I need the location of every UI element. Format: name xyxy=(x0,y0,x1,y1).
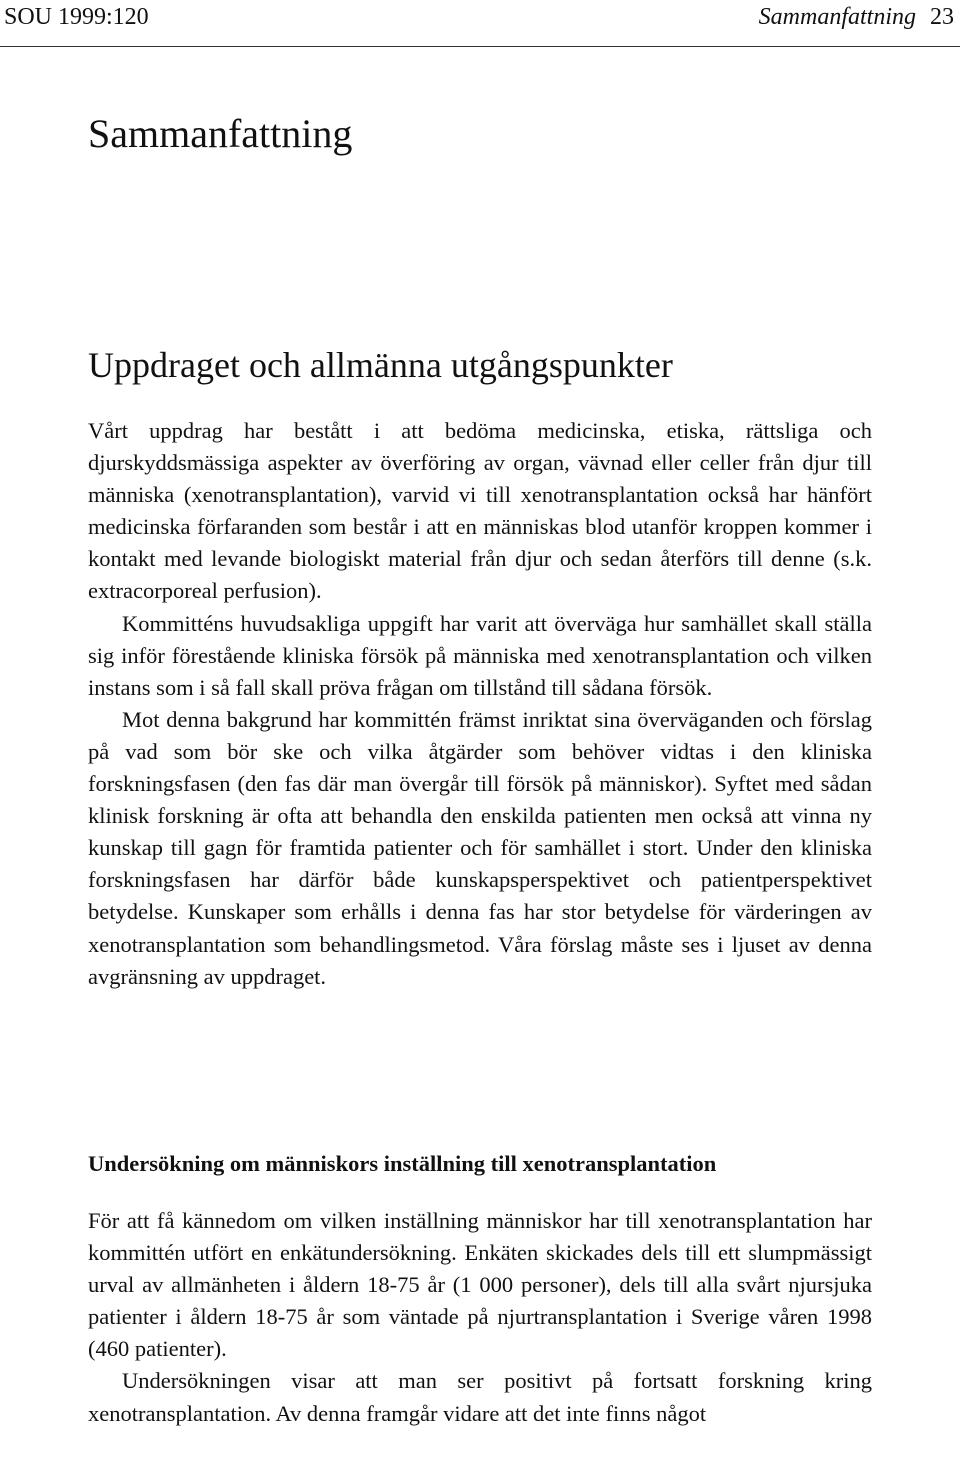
body-paragraph: Undersökningen visar att man ser positivt på fortsatt forskning kring xenotransplantation. Av denna framgår vidare att det inte finns något xyxy=(88,1368,872,1426)
document-reference: SOU 1999:120 xyxy=(4,4,149,30)
chapter-title: Sammanfattning xyxy=(88,111,353,156)
running-header xyxy=(0,0,960,47)
body-paragraph: Mot denna bakgrund har kommittén främst inriktat sina överväganden och förslag på vad som bör ske och vilka åtgärder som behöver vidtas i den kliniska forskningsfasen (den fas där man övergår till försök på människor). Syftet med sådan klinisk forskning är ofta att behandla den enskilda patienten men också att vinna ny kunskap till gagn för framtida patienter och för samhället i stort. Under den kliniska forskningsfasen har därför både kunskapsperspektivet och patientperspektivet betydelse. Kunskaper som erhålls i denna fas har stor betydelse för värderingen av xenotransplantation som behandlingsmetod. Våra förslag måste ses i ljuset av denna avgränsning av uppdraget. xyxy=(88,706,872,989)
subsection-body xyxy=(88,1205,872,1430)
running-section-name: Sammanfattning xyxy=(758,4,916,30)
subsection-heading: Undersökning om människors inställning till xenotransplantation xyxy=(88,1151,717,1176)
running-header-right xyxy=(759,5,954,29)
body-paragraph: Vårt uppdrag har bestått i att bedöma medicinska, etiska, rättsliga och djurskyddsmässiga aspekter av överföring av organ, vävnad eller celler från djur till människa (xenotransplantation), varvid vi till xenotransplantation också har hänfört medicinska förfaranden som består i att en människas blod utanför kroppen kommer i kontakt med levande biologiskt material från djur och sedan återförs till denne (s.k. extracorporeal perfusion). xyxy=(88,418,872,604)
page-number: 23 xyxy=(930,4,954,30)
body-paragraph: Kommitténs huvudsakliga uppgift har varit att överväga hur samhället skall ställa sig inför förestående kliniska försök på människa med xenotransplantation och vilken instans som i så fall skall pröva frågan om tillstånd till sådana försök. xyxy=(88,610,872,700)
section-body xyxy=(88,415,872,993)
section-heading: Uppdraget och allmänna utgångspunkter xyxy=(88,345,673,385)
body-paragraph: För att få kännedom om vilken inställning människor har till xenotransplantation har kommittén utfört en enkätundersökning. Enkäten skickades dels till ett slumpmässigt urval av allmänheten i åldern 18-75 år (1 000 personer), dels till alla svårt njursjuka patienter i åldern 18-75 år som väntade på njurtransplantation i Sverige våren 1998 (460 patienter). xyxy=(88,1208,872,1362)
